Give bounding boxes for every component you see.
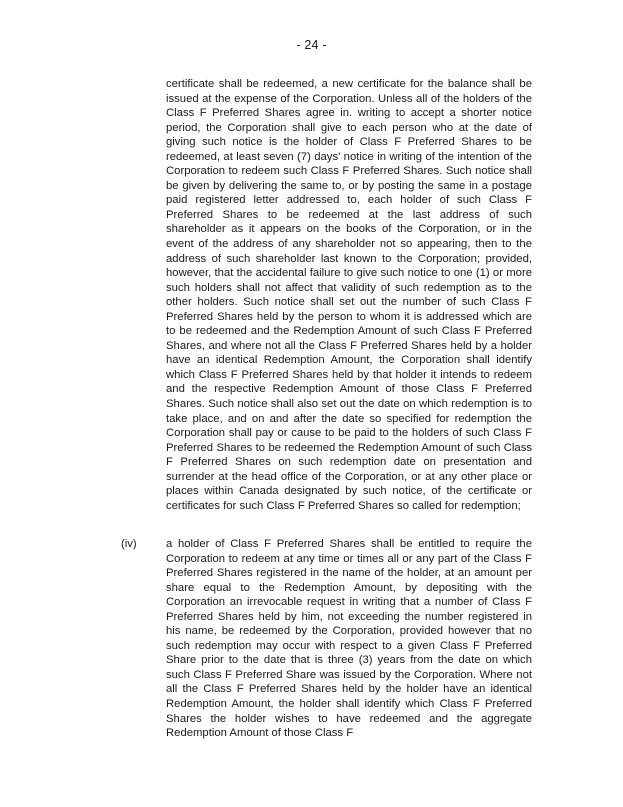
page-number: - 24 - (296, 38, 327, 52)
paragraph-continuation: certificate shall be redeemed, a new certificate for the balance shall be issued at the expense of the Corporation. Unless all of the holders of the Class F Preferred Shares agree in. writing to accept a shorter notice period, the Corporation shall give to each person who at the date of giving such notice is the holder of Class F Preferred Shares to be redeemed, at least seven (7) days' notice in writing of the intention of the Corporation to redeem such Class F Preferred Shares. Such notice shall be given by delivering the same to, or by posting the same in a postage paid registered letter addressed to, each holder of such Class F Preferred Shares to be redeemed at the last address of such shareholder as it appears on the books of the Corporation, or in the event of the address of any shareholder not so appearing, then to the address of such shareholder last known to the Corporation; provided, however, that the accidental failure to give such notice to one (1) or more such holders shall not affect that validity of such redemption as to the other holders. Such notice shall set out the number of such Class F Preferred Shares held by the person to whom it is addressed which are to be redeemed and the Redemption Amount of such Class F Preferred Shares, and where not all the Class F Preferred Shares held by a holder have an identical Redemption Amount, the Corporation shall identify which Class F Preferred Shares held by that holder it intends to redeem and the respective Redemption Amount of those Class F Preferred Shares. Such notice shall also set out the date on which redemption is to take place, and on and after the date so specified for redemption the Corporation shall pay or cause to be paid to the holders of such Class F Preferred Shares to be redeemed the Redemption Amount of such Class F Preferred Shares on such redemption date on presentation and surrender at the head office of the Corporation, or at any other place or places within Canada designated by such notice, of the certificate or certificates for such Class F Preferred Shares so called for redemption; (166, 78, 532, 512)
enumeration-label: (iv) (121, 538, 137, 550)
paragraph-iv: a holder of Class F Preferred Shares shall be entitled to require the Corporation to redeem at any time or times all or any part of the Class F Preferred Shares registered in the name of the holder, at an amount per share equal to the Redemption Amount, by depositing with the Corporation an irrevocable request in writing that a number of Class F Preferred Shares held by him, not exceeding the number registered in his name, be redeemed by the Corporation, provided however that no such redemption may occur with respect to a given Class F Preferred Share prior to the date that is three (3) years from the date on which such Class F Preferred Share was issued by the Corporation. Where not all the Class F Preferred Shares held by the holder have an identical Redemption Amount, the holder shall identify which Class F Preferred Shares the holder wishes to have redeemed and the aggregate Redemption Amount of those Class F (166, 538, 532, 740)
